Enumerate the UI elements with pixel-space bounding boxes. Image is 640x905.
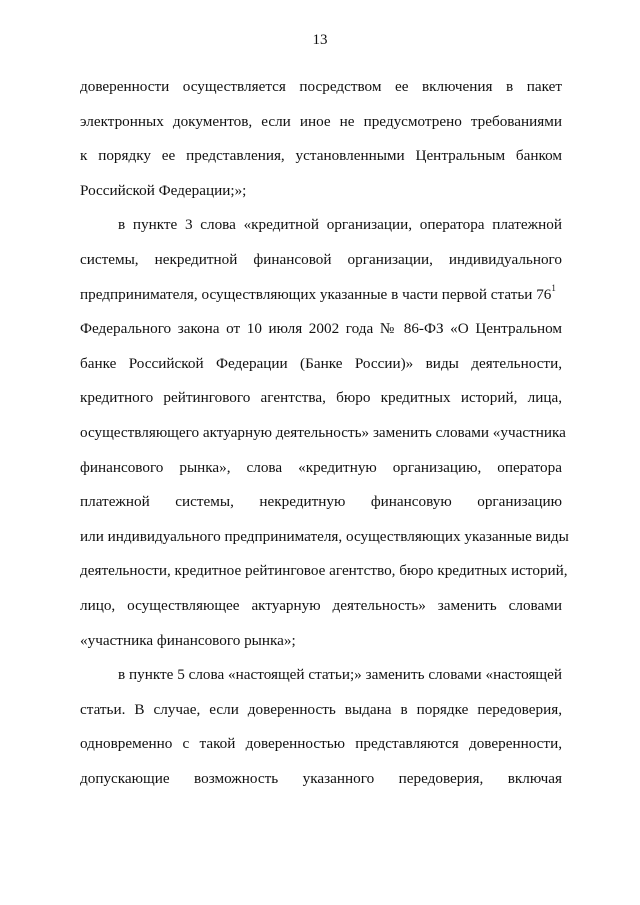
text-line: осуществляющего актуарную деятельность» заменить словами «участника <box>80 423 566 441</box>
text-line: одновременно с такой доверенностью представляются доверенности, <box>80 735 562 753</box>
document-body <box>80 70 569 796</box>
text-line: статьи. В случае, если доверенность выдана в порядке передоверия, <box>80 700 562 718</box>
text-line: платежной системы, некредитную финансовую организацию <box>80 493 562 511</box>
text-line: деятельности, кредитное рейтинговое агентство, бюро кредитных историй, <box>80 562 568 580</box>
text-line: лицо, осуществляющее актуарную деятельность» заменить словами <box>80 596 562 614</box>
paragraph-3 <box>80 658 562 796</box>
paragraph-2 <box>80 208 569 658</box>
text-line: финансового рынка», слова «кредитную организацию, оператора <box>80 458 562 476</box>
text-line: кредитного рейтингового агентства, бюро кредитных историй, лица, <box>80 389 562 407</box>
paragraph-1 <box>80 70 562 208</box>
text-line: предпринимателя, осуществляющих указанные в части первой статьи 76 <box>80 285 552 303</box>
text-line: или индивидуального предпринимателя, осуществляющих указанные виды <box>80 527 569 545</box>
text-line: электронных документов, если иное не предусмотрено требованиями <box>80 112 562 130</box>
text-line: Российской Федерации;»; <box>80 181 247 199</box>
text-line: банке Российской Федерации (Банке России)» виды деятельности, <box>80 354 562 372</box>
text-line: «участника финансового рынка»; <box>80 631 296 649</box>
text-line: Федерального закона от 10 июля 2002 года № 86-ФЗ «О Центральном <box>80 320 562 338</box>
text-line: системы, некредитной финансовой организации, индивидуального <box>80 250 562 268</box>
text-line: допускающие возможность указанного передоверия, включая <box>80 769 562 787</box>
text-line: в пункте 5 слова «настоящей статьи;» заменить словами «настоящей <box>118 666 562 684</box>
footnote-marker: 1 <box>551 282 556 293</box>
text-line: в пункте 3 слова «кредитной организации, оператора платежной <box>118 216 562 234</box>
text-line-with-footnote <box>80 278 562 313</box>
text-line: доверенности осуществляется посредством ее включения в пакет <box>80 78 562 95</box>
page-number: 13 <box>312 32 328 48</box>
text-line: к порядку ее представления, установленными Центральным банком <box>80 147 562 165</box>
